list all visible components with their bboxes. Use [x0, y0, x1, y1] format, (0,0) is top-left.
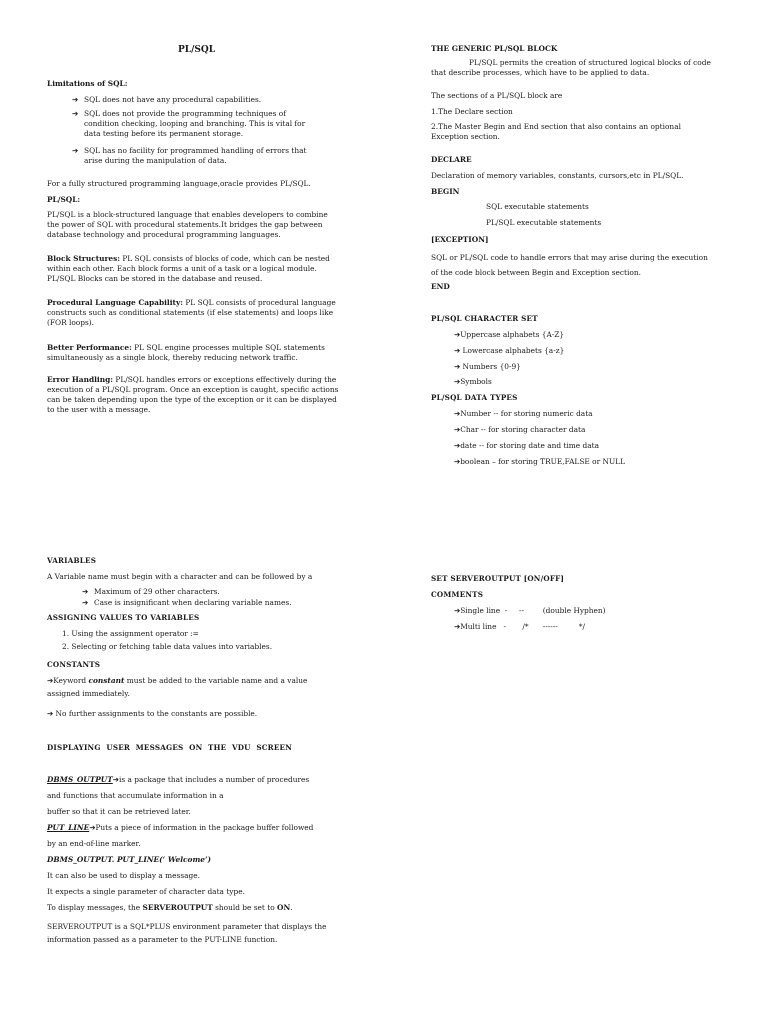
charset-heading: PL/SQL CHARACTER SET [431, 314, 538, 323]
page-title: PL/SQL [178, 45, 216, 55]
expects-line: It expects a single parameter of character data type. [47, 887, 245, 896]
sections-intro: The sections of a PL/SQL block are [431, 91, 563, 100]
variables-text: A Variable name must begin with a character and can be followed by a [47, 572, 313, 581]
end-heading: END [431, 282, 450, 291]
charset-item: ➔ Lowercase alphabets {a-z} [454, 346, 565, 355]
arrow-icon: ➔ [82, 598, 89, 607]
declare-text: Declaration of memory variables, constants, cursors,etc in PL/SQL. [431, 171, 684, 180]
dbms-output-line-2: and functions that accumulate information in a [47, 791, 224, 800]
variables-item: ➔ Case is insignificant when declaring variable names. [82, 598, 292, 607]
charset-item: ➔ Numbers {0-9} [454, 362, 521, 371]
error-handling-para: Error Handling: PL/SQL handles errors or exceptions effectively during the execution of a PL/SQL program. Once an exception is caught, specific actions can be taken depending upon the type of the exception or it can be displayed to the user with a message. [47, 375, 339, 414]
declare-heading: DECLARE [431, 155, 472, 164]
dbms-output-line-1: DBMS_OUTPUT➔is a package that includes a number of procedures [47, 775, 310, 784]
also-display-line: It can also be used to display a message. [47, 871, 200, 880]
arrow-icon: ➔ [89, 823, 96, 832]
section-1: 1.The Declare section [431, 107, 513, 116]
serveroutput-line-2: information passed as a parameter to the PUT-LINE function. [47, 935, 278, 944]
data-types-heading: PL/SQL DATA TYPES [431, 393, 518, 402]
comment-multi-line: ➔Multi line - /* ------ */ [454, 622, 586, 631]
charset-item: ➔Symbols [454, 377, 492, 386]
limitation-item: ➔ SQL does not provide the programming techniques of condition checking, looping and branching. This is vital for data testing before its permanent storage. [72, 109, 306, 138]
for-fully-text: For a fully structured programming language,oracle provides PL/SQL. [47, 179, 311, 188]
exception-heading: [EXCEPTION] [431, 235, 489, 244]
dbms-output-line-3: buffer so that it can be retrieved later. [47, 807, 191, 816]
procedural-para: Procedural Language Capability: PL SQL consists of procedural language constructs such as conditional statements (if else statements) and loops like (FOR loops). [47, 298, 336, 327]
constants-heading: CONSTANTS [47, 660, 101, 669]
to-display-line: To display messages, the SERVEROUTPUT should be set to ON. [47, 903, 293, 912]
serveroutput-line-1: SERVEROUTPUT is a SQL*PLUS environment parameter that displays the [47, 922, 327, 931]
assign-item: 2. Selecting or fetching table data values into variables. [62, 642, 273, 651]
displaying-messages-heading: DISPLAYING USER MESSAGES ON THE VDU SCREEN [47, 743, 292, 752]
comments-heading: COMMENTS [431, 590, 484, 599]
arrow-icon: ➔ [72, 95, 79, 104]
arrow-icon: ➔ [454, 346, 461, 355]
arrow-icon: ➔ [454, 622, 461, 631]
exec-statement-2: PL/SQL executable statements [486, 218, 602, 227]
plsql-description: PL/SQL is a block-structured language that enables developers to combine the power of SQL with procedural statements.It bridges the gap between database technology and procedural programming languages. [47, 210, 328, 239]
limitation-item: ➔ SQL has no facility for programmed handling of errors that arise during the manipulation of data. [72, 146, 307, 165]
exception-text: SQL or PL/SQL code to handle errors that may arise during the execution of the code block between Begin and Exception section. [431, 253, 708, 278]
arrow-icon: ➔ [72, 146, 79, 155]
set-serveroutput-heading: SET SERVEROUTPUT [ON/OFF] [431, 574, 565, 583]
plsql-heading: PL/SQL: [47, 195, 81, 204]
arrow-icon: ➔ [82, 587, 89, 596]
constants-line-2: assigned immediately. [47, 689, 130, 698]
put-line-line-2: by an end-of-line marker. [47, 839, 141, 848]
arrow-icon: ➔ [47, 709, 54, 718]
arrow-icon: ➔ [454, 377, 461, 386]
begin-heading: BEGIN [431, 187, 460, 196]
arrow-icon: ➔ [112, 775, 119, 784]
comment-single-line: ➔Single line - -- (double Hyphen) [454, 606, 606, 615]
arrow-icon: ➔ [454, 362, 461, 371]
constants-line-1: ➔Keyword constant must be added to the variable name and a value [47, 676, 308, 685]
performance-para: Better Performance: PL SQL engine processes multiple SQL statements simultaneously as a single block, thereby reducing network traffic. [47, 343, 325, 362]
arrow-icon: ➔ [47, 676, 54, 685]
constants-item-2: ➔ No further assignments to the constants are possible. [47, 709, 258, 718]
arrow-icon: ➔ [454, 330, 461, 339]
data-type-item: ➔date -- for storing date and time data [454, 441, 600, 450]
exec-statement-1: SQL executable statements [486, 202, 589, 211]
arrow-icon: ➔ [72, 109, 79, 118]
arrow-icon: ➔ [454, 425, 461, 434]
section-2: 2.The Master Begin and End section that also contains an optional Exception section. [431, 122, 681, 141]
arrow-icon: ➔ [454, 409, 461, 418]
charset-item: ➔Uppercase alphabets {A-Z} [454, 330, 565, 339]
limitation-item: ➔ SQL does not have any procedural capabilities. [72, 95, 262, 104]
variables-item: ➔ Maximum of 29 other characters. [82, 587, 220, 596]
assigning-heading: ASSIGNING VALUES TO VARIABLES [47, 613, 200, 622]
arrow-icon: ➔ [454, 441, 461, 450]
arrow-icon: ➔ [454, 606, 461, 615]
block-structures-para: Block Structures: PL SQL consists of blocks of code, which can be nested within each other. Each block forms a unit of a task or a logical module. PL/SQL Blocks can be stored in the database and reused. [47, 254, 330, 283]
variables-heading: VARIABLES [47, 556, 97, 565]
data-type-item: ➔Number -- for storing numeric data [454, 409, 593, 418]
data-type-item: ➔boolean – for storing TRUE,FALSE or NULL [454, 457, 625, 466]
data-type-item: ➔Char -- for storing character data [454, 425, 586, 434]
arrow-icon: ➔ [454, 457, 461, 466]
assign-item: 1. Using the assignment operator := [62, 629, 199, 638]
dbms-call: DBMS_OUTPUT. PUT_LINE(‘ Welcome’) [47, 855, 212, 864]
put-line-line-1: PUT_LINE➔Puts a piece of information in the package buffer followed [47, 823, 314, 832]
generic-block-description: PL/SQL permits the creation of structured logical blocks of code that describe processes, which have to be applied to data. [431, 58, 711, 77]
generic-block-heading: THE GENERIC PL/SQL BLOCK [431, 44, 558, 53]
limitations-heading: Limitations of SQL: [47, 79, 128, 88]
